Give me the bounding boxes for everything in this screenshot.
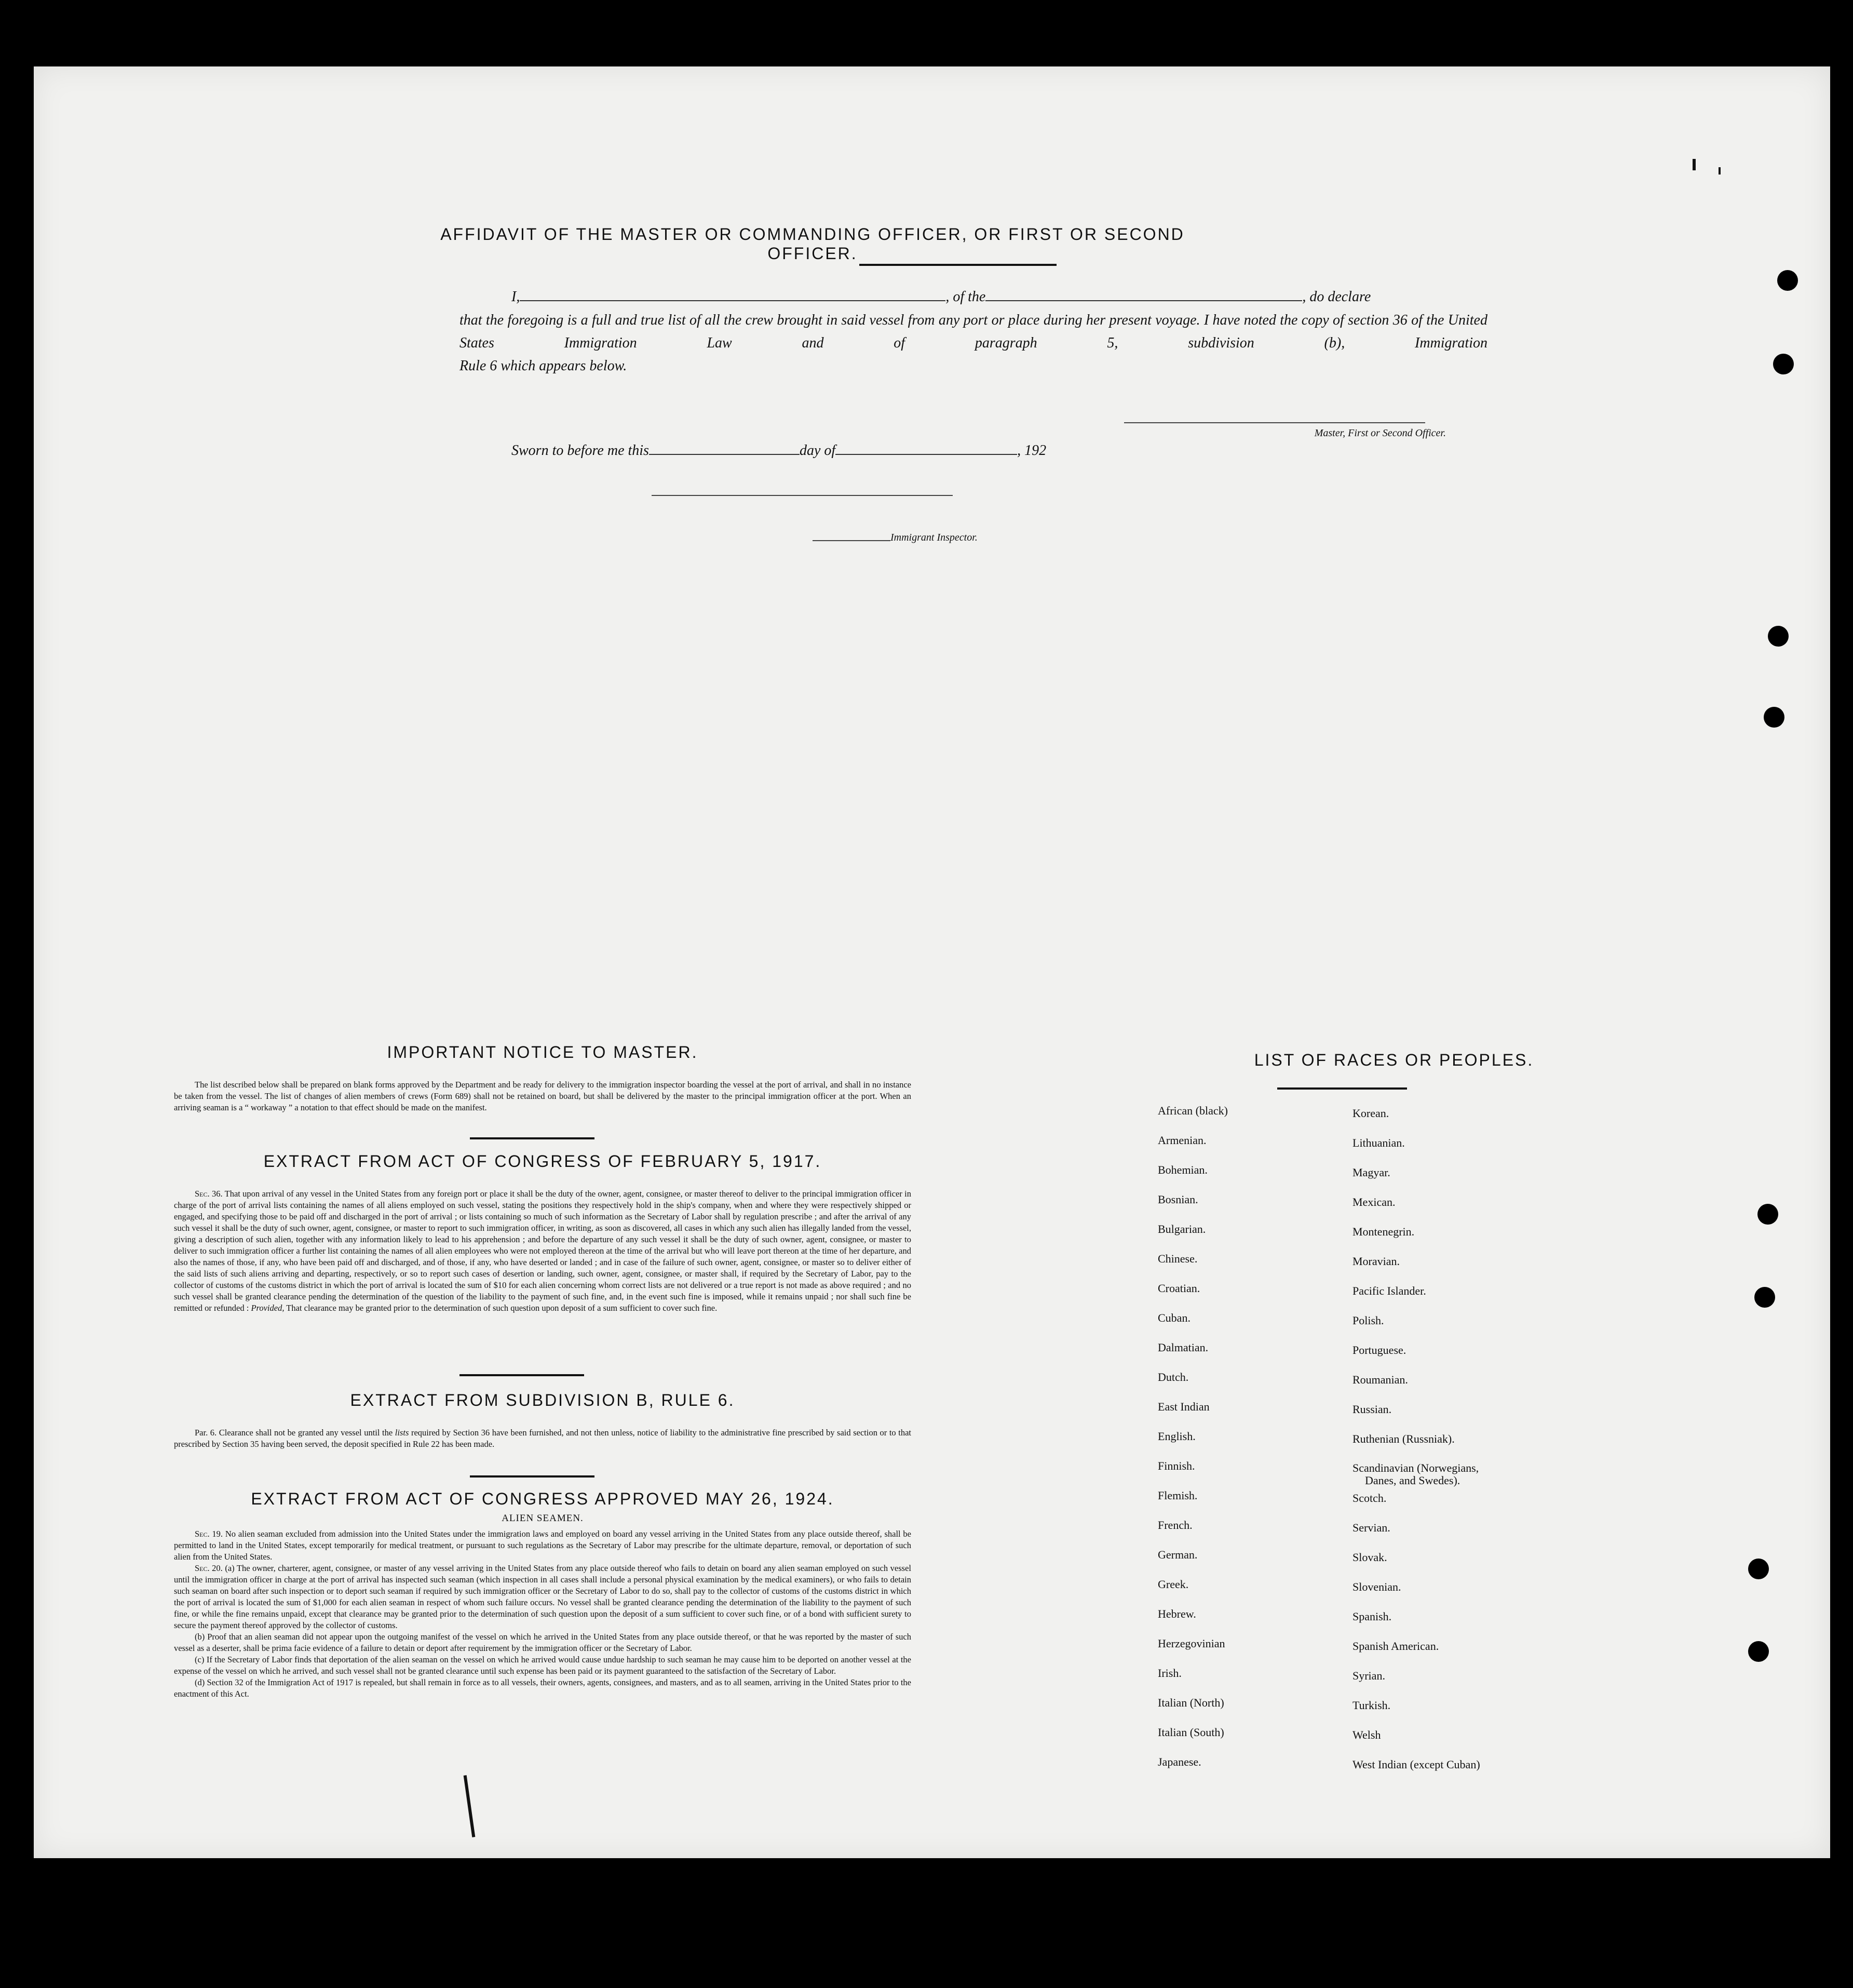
binder-hole bbox=[1757, 1204, 1778, 1225]
race-item: Dalmatian. bbox=[1158, 1341, 1209, 1354]
races-right-column bbox=[1352, 1107, 1480, 1788]
scan-mark bbox=[1693, 159, 1696, 170]
binder-hole bbox=[1754, 1287, 1775, 1308]
sworn-line bbox=[511, 439, 1046, 462]
race-item: Spanish American. bbox=[1352, 1640, 1439, 1653]
races-title: LIST OF RACES OR PEOPLES. bbox=[1254, 1051, 1534, 1069]
race-item: Pacific Islander. bbox=[1352, 1284, 1426, 1297]
inspector-short-line bbox=[813, 540, 890, 541]
race-item: East Indian bbox=[1158, 1400, 1210, 1413]
race-item: Bulgarian. bbox=[1158, 1223, 1206, 1235]
race-item: Slovak. bbox=[1352, 1551, 1387, 1564]
name-blank[interactable] bbox=[520, 300, 945, 301]
race-item: West Indian (except Cuban) bbox=[1352, 1758, 1480, 1771]
race-item: Lithuanian. bbox=[1352, 1136, 1405, 1149]
affidavit-title: AFFIDAVIT OF THE MASTER OR COMMANDING OFFICER, OR FIRST OR SECOND OFFICER. bbox=[440, 225, 1185, 263]
race-item: Moravian. bbox=[1352, 1255, 1400, 1268]
race-item: Dutch. bbox=[1158, 1371, 1189, 1383]
race-item: Finnish. bbox=[1158, 1459, 1195, 1472]
binder-hole bbox=[1748, 1641, 1769, 1662]
notice-title: IMPORTANT NOTICE TO MASTER. bbox=[387, 1043, 698, 1062]
affidavit-last-line: Rule 6 which appears below. bbox=[459, 358, 627, 374]
races-left-column bbox=[1158, 1104, 1228, 1785]
binder-hole bbox=[1773, 354, 1794, 374]
race-item: Montenegrin. bbox=[1352, 1225, 1415, 1238]
affidavit-line-1 bbox=[511, 286, 1487, 308]
sworn-month-blank[interactable] bbox=[835, 453, 1017, 455]
binder-hole bbox=[1768, 626, 1789, 647]
sec-36-label: Sec. 36. bbox=[195, 1189, 223, 1199]
race-item: Irish. bbox=[1158, 1667, 1182, 1680]
binder-hole bbox=[1748, 1559, 1769, 1579]
race-item: African (black) bbox=[1158, 1104, 1228, 1117]
race-item: Roumanian. bbox=[1352, 1373, 1408, 1386]
affidavit-i: I, bbox=[511, 289, 520, 305]
race-item: Servian. bbox=[1352, 1521, 1390, 1534]
race-item: Italian (North) bbox=[1158, 1696, 1224, 1709]
race-item: Chinese. bbox=[1158, 1252, 1198, 1265]
race-item: Spanish. bbox=[1352, 1610, 1392, 1623]
extract-1924-body: Sec. 19. No alien seaman excluded from admission into the United States under the immigration laws and employed on board any vessel arriving in the United States from any place outside thereof, shall be permitted to land in the United States, except temporarily for medical treatment, or pursuant to such regulations as the Secretary of Labor may prescribe for the ultimate departure, removal, or deportation of such alien from the United States. Sec. 20. (a) The owner, charterer, agent, consignee, or master of any vessel arriving in the United States from any place outside thereof who fails to detain on board any alien seaman employed on such vessel until the immigration officer in charge at the port of arrival has inspected such seaman (which inspection in all cases shall include a personal physical examination by the medical examiners), or who fails to detain such seaman on board after such inspection or to deport such seaman if required by such immigration officer or the Secretary of Labor to do so, shall pay to the collector of customs of the customs district in which the port of arrival is located the sum of $1,000 for each alien seaman in respect of whom such failure occurs. No vessel shall be granted clearance pending the determination of the liability to the payment of such fine, or while the fine remains unpaid, except that clearance may be granted prior to the determination of such question upon the deposit of a sum sufficient to cover such fine, or of a bond with sufficient surety to secure the payment thereof approved by the collector of customs. (b) Proof that an alien seaman did not appear upon the outgoing manifest of the vessel on which he arrived in the United States from any place outside thereof, or that he was reported by the master of such vessel as a deserter, shall be prima facie evidence of a failure to detain or deport after requirement by the immigration officer or the Secretary of Labor. (c) If the Secretary of Labor finds that deportation of the alien seaman on the vessel on which he arrived would cause undue hardship to such seaman he may cause him to be deported on another vessel at the expense of the vessel on which he arrived, and such vessel shall not be granted clearance until such expense has been paid or its payment guaranteed to the satisfaction of the Secretary of Labor. (d) Section 32 of the Immigration Act of 1917 is repealed, but shall remain in force as to all vessels, their owners, agents, consignees, and masters, and as to all seamen, arriving in the United States prior to the enactment of this Act. bbox=[174, 1529, 911, 1699]
rule-6-title: EXTRACT FROM SUBDIVISION B, RULE 6. bbox=[350, 1391, 735, 1409]
race-item: Turkish. bbox=[1352, 1699, 1391, 1712]
race-item: Flemish. bbox=[1158, 1489, 1198, 1502]
race-item: Welsh bbox=[1352, 1728, 1381, 1741]
race-item: Korean. bbox=[1352, 1107, 1389, 1120]
notice-body: The list described below shall be prepared on blank forms approved by the Department and be ready for delivery to the immigration inspector boarding the vessel at the port of arrival, and shall in no instance be taken from the vessel. The list of changes of alien members of crews (Form 689) shall not be retained on board, but shall be delivered by the master to the principal immigration officer at the port. When an arriving seaman is a “ workaway ” a notation to that effect should be made on the manifest. bbox=[174, 1080, 911, 1112]
race-item: Scotch. bbox=[1352, 1492, 1387, 1505]
race-item: French. bbox=[1158, 1519, 1193, 1532]
inspector-signature-line[interactable] bbox=[652, 495, 953, 496]
race-item: Bohemian. bbox=[1158, 1163, 1208, 1176]
races-divider bbox=[1277, 1087, 1407, 1090]
race-item: Japanese. bbox=[1158, 1755, 1201, 1768]
affidavit-declare: , do declare bbox=[1302, 289, 1371, 305]
signature-label: Master, First or Second Officer. bbox=[1314, 427, 1446, 439]
race-item: Italian (South) bbox=[1158, 1726, 1224, 1739]
affidavit-of-the: , of the bbox=[945, 289, 986, 305]
race-item: Magyar. bbox=[1352, 1166, 1390, 1179]
race-item: Russian. bbox=[1352, 1403, 1392, 1416]
race-item: Polish. bbox=[1352, 1314, 1384, 1327]
extract-1924-title: EXTRACT FROM ACT OF CONGRESS APPROVED MAY 26, 1924. bbox=[251, 1489, 834, 1508]
race-item: Herzegovinian bbox=[1158, 1637, 1225, 1650]
alien-seamen-subtitle: ALIEN SEAMEN. bbox=[502, 1513, 584, 1524]
sworn-text: Sworn to before me this bbox=[511, 442, 649, 459]
race-item-scandinavian: Scandinavian (Norwegians, Danes, and Swedes). bbox=[1352, 1461, 1479, 1487]
race-item: German. bbox=[1158, 1548, 1198, 1561]
binder-hole bbox=[1764, 707, 1784, 728]
extract-1917-divider bbox=[459, 1374, 584, 1376]
vessel-blank[interactable] bbox=[985, 300, 1302, 301]
race-item: Croatian. bbox=[1158, 1282, 1200, 1295]
rule-6-divider bbox=[470, 1475, 594, 1477]
race-item: Cuban. bbox=[1158, 1311, 1191, 1324]
sworn-day-blank[interactable] bbox=[649, 453, 800, 455]
rule-6-body: Par. 6. Clearance shall not be granted any vessel until the lists required by Section 36 have been furnished, and not then unless, notice of liability to the administrative fine prescribed by said section or to that prescribed by Section 35 having been served, the deposit specified in Rule 22 has been made. bbox=[174, 1428, 911, 1449]
race-item: Bosnian. bbox=[1158, 1193, 1198, 1206]
race-item: Hebrew. bbox=[1158, 1607, 1196, 1620]
notice-divider bbox=[470, 1137, 594, 1139]
title-divider bbox=[859, 264, 1057, 266]
extract-1917-title: EXTRACT FROM ACT OF CONGRESS OF FEBRUARY 5, 1917. bbox=[263, 1152, 822, 1171]
signature-line[interactable] bbox=[1124, 422, 1425, 423]
race-item: Portuguese. bbox=[1352, 1344, 1406, 1356]
race-item: Mexican. bbox=[1352, 1196, 1396, 1208]
race-item: Armenian. bbox=[1158, 1134, 1207, 1147]
torn-edge bbox=[464, 1775, 476, 1837]
sworn-year: , 192 bbox=[1017, 442, 1047, 459]
binder-hole bbox=[1777, 270, 1798, 291]
sworn-day-of: day of bbox=[799, 442, 836, 459]
scan-mark bbox=[1719, 167, 1721, 174]
race-item: English. bbox=[1158, 1430, 1196, 1443]
inspector-label: Immigrant Inspector. bbox=[890, 532, 978, 543]
race-item: Greek. bbox=[1158, 1578, 1189, 1591]
affidavit-paragraph: that the foregoing is a full and true list of all the crew brought in said vessel from any port or place during her present voyage. I have noted the copy of section 36 of the United States Immigration Law and of paragraph 5, subdivision (b), Immigration bbox=[459, 312, 1487, 351]
form-sheet bbox=[34, 66, 1830, 1858]
race-item: Syrian. bbox=[1352, 1669, 1385, 1682]
race-item: Ruthenian (Russniak). bbox=[1352, 1432, 1455, 1445]
extract-1917-body: Sec. 36. That upon arrival of any vessel in the United States from any foreign port or place it shall be the duty of the owner, agent, consignee, or master thereof to deliver to the principal immigration officer in charge of the port of arrival lists containing the names of all aliens employed on such vessel, stating the positions they respectively hold in the ship's company, when and where they were respectively shipped or engaged, and specifying those to be paid off and discharged in the port of arrival ; or lists containing so much of such information as the Secretary of Labor shall by regulation prescribe ; and after the arrival of any such vessel it shall be the duty of such owner, agent, consignee, or master to report to such immigration officer, in writing, as soon as discovered, all cases in which any such alien has illegally landed from the vessel, giving a description of such alien, together with any information likely to lead to his apprehension ; and before the departure of any such vessel it shall be the duty of such owner, agent, consignee, or master to deliver to such immigration officer a further list containing the names of all alien employees who were not employed thereon at the time of the arrival but who will leave port thereon at the time of her departure, and also the names of those, if any, who have been paid off and discharged, and of those, if any, who have deserted or landed ; and in case of the failure of such owner, agent, consignee, or master so to deliver either of the said lists of such aliens arriving and departing, respectively, or so to report such cases of desertion or landing, such owner, agent, consignee, or master shall, if required by the Secretary of Labor, pay to the collector of customs of the customs district in which the port of arrival is located the sum of $10 for each alien concerning whom correct lists are not delivered or a true report is not made as above required ; and no such vessel shall be granted clearance pending the determination of the question of the liability to the payment of such fine, and, in the event such fine is imposed, while it remains unpaid ; nor shall such fine be remitted or refunded : Provided, That clearance may be granted prior to the determination of such question upon deposit of a sum sufficient to cover such fine. bbox=[174, 1189, 912, 1313]
race-item: Slovenian. bbox=[1352, 1580, 1401, 1593]
